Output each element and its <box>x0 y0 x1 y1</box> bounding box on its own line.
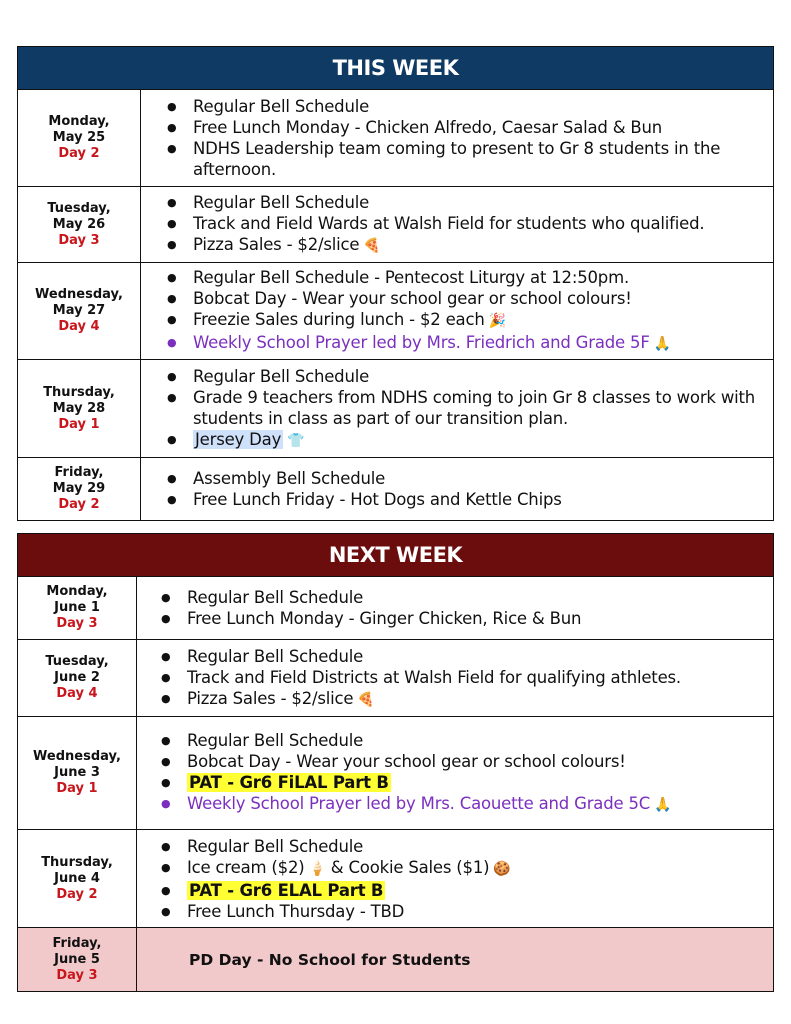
weekday: Thursday, <box>41 854 113 870</box>
list-item: ● Free Lunch Monday - Chicken Alfredo, Caesar Salad & Bun <box>193 117 763 138</box>
list-item: ● Regular Bell Schedule <box>193 96 763 117</box>
list-item <box>193 309 763 332</box>
schedule-row <box>18 458 773 520</box>
day-cell <box>18 928 137 991</box>
weekday: Wednesday, <box>33 749 121 764</box>
list-item: ● Regular Bell Schedule <box>187 646 763 667</box>
item-list <box>137 717 773 829</box>
list-item <box>187 880 763 901</box>
list-item <box>193 429 763 452</box>
date: May 29 <box>52 481 106 496</box>
list-item: ● Regular Bell Schedule <box>193 366 763 387</box>
date: May 27 <box>52 303 106 318</box>
item-list <box>141 360 773 457</box>
this-week-table <box>17 46 774 521</box>
schedule-row <box>18 577 773 640</box>
item-text: Freezie Sales during lunch - $2 each <box>193 310 485 329</box>
list-item <box>193 234 763 257</box>
list-item: ● Regular Bell Schedule <box>187 730 763 751</box>
list-item: ● Regular Bell Schedule - Pentecost Liturgy at 12:50pm. <box>193 267 763 288</box>
day-cell <box>18 187 141 262</box>
list-item: ● Bobcat Day - Wear your school gear or school colours! <box>187 751 763 772</box>
list-item: ● Track and Field Districts at Walsh Field for qualifying athletes. <box>187 667 763 688</box>
item-text: PAT - Gr6 ELAL Part B <box>189 880 384 900</box>
list-item: ● Regular Bell Schedule <box>187 836 763 857</box>
item-list <box>141 458 773 520</box>
shirt-icon: 👕 <box>287 432 305 449</box>
item-text: PAT - Gr6 FiLAL Part B <box>189 773 389 792</box>
item-text: Weekly School Prayer led by Mrs. Caouette and Grade 5C <box>187 794 651 813</box>
party-popper-icon: 🎉 <box>488 313 506 329</box>
date: May 28 <box>52 400 106 416</box>
weekday: Monday, <box>46 584 108 599</box>
item-list <box>141 263 773 359</box>
weekday: Friday, <box>52 935 102 951</box>
day-number: Day 2 <box>56 886 98 902</box>
day-cell <box>18 263 141 359</box>
next-week-header: NEXT WEEK <box>18 534 773 577</box>
weekday: Friday, <box>54 465 104 480</box>
day-number: Day 4 <box>58 319 100 334</box>
date: June 5 <box>54 951 100 967</box>
list-item: ● NDHS Leadership team coming to present to Gr 8 students in the afternoon. <box>193 138 763 180</box>
praying-hands-icon: 🙏 <box>653 336 671 352</box>
list-item <box>193 332 763 355</box>
schedule-row <box>18 90 773 187</box>
list-item: ● Free Lunch Monday - Ginger Chicken, Rice & Bun <box>187 608 763 629</box>
item-list <box>137 577 773 639</box>
list-item: ● Free Lunch Friday - Hot Dogs and Kettle Chips <box>193 489 763 510</box>
day-number: Day 3 <box>56 616 98 631</box>
schedule-row <box>18 640 773 717</box>
date: May 25 <box>52 130 106 145</box>
list-item: ● Regular Bell Schedule <box>187 587 763 608</box>
schedule-row <box>18 717 773 830</box>
list-item <box>187 688 763 711</box>
schedule-row <box>18 360 773 458</box>
pizza-icon: 🍕 <box>357 691 375 708</box>
next-week-table <box>17 533 774 992</box>
this-week-header: THIS WEEK <box>18 47 773 90</box>
item-list <box>137 640 773 716</box>
item-list <box>137 830 773 927</box>
day-number: Day 3 <box>56 967 98 983</box>
weekday: Tuesday, <box>45 654 109 669</box>
pizza-icon: 🍕 <box>363 238 381 254</box>
schedule-row <box>18 830 773 928</box>
list-item: ● Regular Bell Schedule <box>193 192 763 213</box>
list-item <box>187 857 763 880</box>
weekday: Tuesday, <box>47 200 111 216</box>
item-list <box>141 90 773 186</box>
item-text: Ice cream ($2) <box>187 857 305 877</box>
item-text: & Cookie Sales ($1) <box>330 857 490 877</box>
item-list <box>141 187 773 262</box>
weekday: Thursday, <box>43 384 115 400</box>
item-text: Weekly School Prayer led by Mrs. Friedrich and Grade 5F <box>193 333 650 352</box>
day-number: Day 1 <box>58 416 100 432</box>
date: June 1 <box>54 600 100 615</box>
day-cell <box>18 640 137 716</box>
cookie-icon: 🍪 <box>493 860 511 877</box>
schedule-row <box>18 263 773 360</box>
day-cell <box>18 458 141 520</box>
date: June 3 <box>54 765 100 780</box>
day-cell <box>18 717 137 829</box>
item-text: Jersey Day <box>195 429 282 449</box>
schedule-row <box>18 187 773 263</box>
day-cell <box>18 90 141 186</box>
list-item: ● Grade 9 teachers from NDHS coming to join Gr 8 classes to work with students in class as part of our transition plan. <box>193 387 763 429</box>
pd-day-note: PD Day - No School for Students <box>189 950 471 969</box>
day-number: Day 1 <box>56 781 98 796</box>
item-text: Pizza Sales - $2/slice <box>193 235 360 254</box>
schedule-row <box>18 928 773 991</box>
list-item: ● Track and Field Wards at Walsh Field for students who qualified. <box>193 213 763 234</box>
list-item <box>187 793 763 816</box>
weekday: Monday, <box>48 114 110 129</box>
date: June 4 <box>54 870 100 886</box>
day-number: Day 3 <box>58 232 100 248</box>
praying-hands-icon: 🙏 <box>654 797 672 813</box>
ice-cream-icon: 🍦 <box>308 860 326 877</box>
list-item: ● Bobcat Day - Wear your school gear or school colours! <box>193 288 763 309</box>
day-number: Day 2 <box>58 497 100 512</box>
day-number: Day 4 <box>56 686 98 701</box>
item-text: Pizza Sales - $2/slice <box>187 688 354 708</box>
day-number: Day 2 <box>58 146 100 161</box>
list-item: ● Free Lunch Thursday - TBD <box>187 901 763 922</box>
list-item: ● Assembly Bell Schedule <box>193 468 763 489</box>
list-item <box>187 772 763 793</box>
day-cell <box>18 577 137 639</box>
day-cell <box>18 360 141 457</box>
day-cell <box>18 830 137 927</box>
date: May 26 <box>52 216 106 232</box>
weekday: Wednesday, <box>35 287 123 302</box>
date: June 2 <box>54 670 100 685</box>
